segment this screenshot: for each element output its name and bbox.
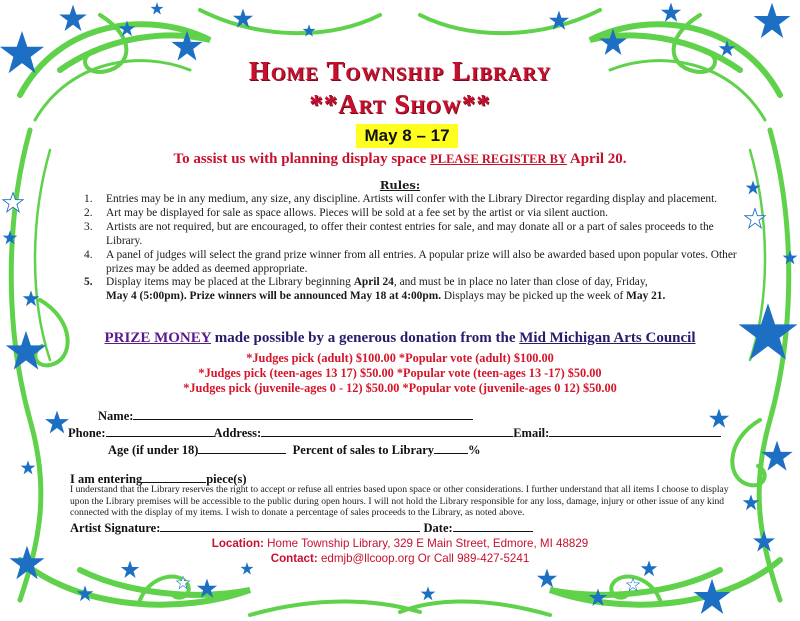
rule-item: 2. Art may be displayed for sale as space allows. Pieces will be sold at a fee set by the artist or via silent auction.: [84, 206, 608, 219]
location-label: Location:: [211, 537, 264, 550]
phone-label: Phone:: [68, 426, 106, 440]
register-deadline: April 20.: [566, 151, 627, 167]
name-field[interactable]: [133, 408, 473, 420]
address-field[interactable]: [261, 425, 513, 437]
signature-row: [70, 520, 533, 536]
register-notice-emphasis: PLEASE REGISTER BY: [430, 152, 567, 166]
entering-label: I am entering: [70, 472, 143, 486]
liability-statement: I understand that the Library reserves the right to accept or refuse all entries based upon space or other considerations. I further understand that all items I choose to display upon the Library premises will be accessible to the public during open hours. I will not hold the Library responsible for any loss, damage, injury or other issue of any kind connected with the display of my items. I wish to donate a percentage of sales proceeds to the Library, as noted above.: [70, 484, 729, 519]
date-field[interactable]: [453, 520, 533, 532]
date-label: Date:: [423, 521, 453, 535]
signature-field[interactable]: [160, 520, 420, 532]
arts-council-name: Mid Michigan Arts Council: [519, 330, 696, 346]
contact-line: [0, 552, 800, 565]
location-line: [0, 537, 800, 550]
rule-item: 4. A panel of judges will select the grand prize winner from all entries. A popular prize will also be awarded based upon popular votes. Other prizes may be added as deemed appropriate.: [84, 248, 737, 275]
signature-label: Artist Signature:: [70, 521, 161, 535]
email-field[interactable]: [549, 425, 721, 437]
contact-label: Contact:: [270, 552, 318, 565]
name-label: Name:: [98, 409, 134, 423]
email-label: Email:: [513, 426, 550, 440]
percent-label: Percent of sales to Library: [292, 443, 435, 457]
entering-row: I am entering piece(s): [70, 472, 247, 486]
percent-field[interactable]: [434, 442, 468, 454]
age-label: Age (if under 18): [108, 443, 199, 457]
address-label: Address:: [213, 426, 262, 440]
age-field[interactable]: [198, 442, 286, 454]
title-line-1: Home Township Library: [248, 56, 552, 86]
contact-info: edmjb@llcoop.org Or Call 989-427-5241: [317, 552, 530, 565]
prize-money-label: PRIZE MONEY: [104, 330, 212, 346]
location-address: Home Township Library, 329 E Main Street, Edmore, MI 48829: [263, 537, 589, 550]
phone-field[interactable]: [106, 425, 214, 437]
award-line-juvenile: *Judges pick (juvenile-ages 0 - 12) $50.00 *Popular vote (juvenile-ages 0 12) $50.00: [183, 381, 617, 395]
pieces-field[interactable]: [142, 471, 206, 483]
rule-item: 1. Entries may be in any medium, any size, any discipline. Artists will confer with the Library Director regarding display and placement.: [84, 193, 718, 205]
rule-item: 3. Artists are not required, but are encouraged, to offer their contest entries for sale, and may donate all or a part of sales proceeds to the Library.: [84, 220, 714, 247]
title-line-2: **Art Show**: [309, 89, 491, 119]
award-line-teen: *Judges pick (teen-ages 13 17) $50.00 *Popular vote (teen-ages 13 -17) $50.00: [198, 366, 602, 380]
name-row: [98, 408, 473, 424]
rules-heading: Rules:: [379, 178, 421, 192]
award-line-adult: *Judges pick (adult) $100.00 *Popular vote (adult) $100.00: [246, 351, 554, 365]
register-notice: [0, 151, 800, 168]
prize-money-heading: PRIZE MONEY made possible by a generous donation from the Mid Michigan Arts Council: [104, 330, 696, 346]
register-notice-main: To assist us with planning display space: [173, 151, 431, 167]
event-dates: May 8 – 17: [356, 124, 458, 148]
rules-list: [84, 193, 752, 304]
contact-row: [68, 425, 721, 441]
rule-item: 5. Display items may be placed at the Library beginning April 24, and must be in place no later than close of day, Friday, May 4 (5:00pm). Prize winners will be announced May 18 at 4:00pm. Displays may be picked up the week of May 21.: [84, 276, 666, 303]
age-row: Age (if under 18) Percent of sales to Library %: [108, 443, 481, 457]
